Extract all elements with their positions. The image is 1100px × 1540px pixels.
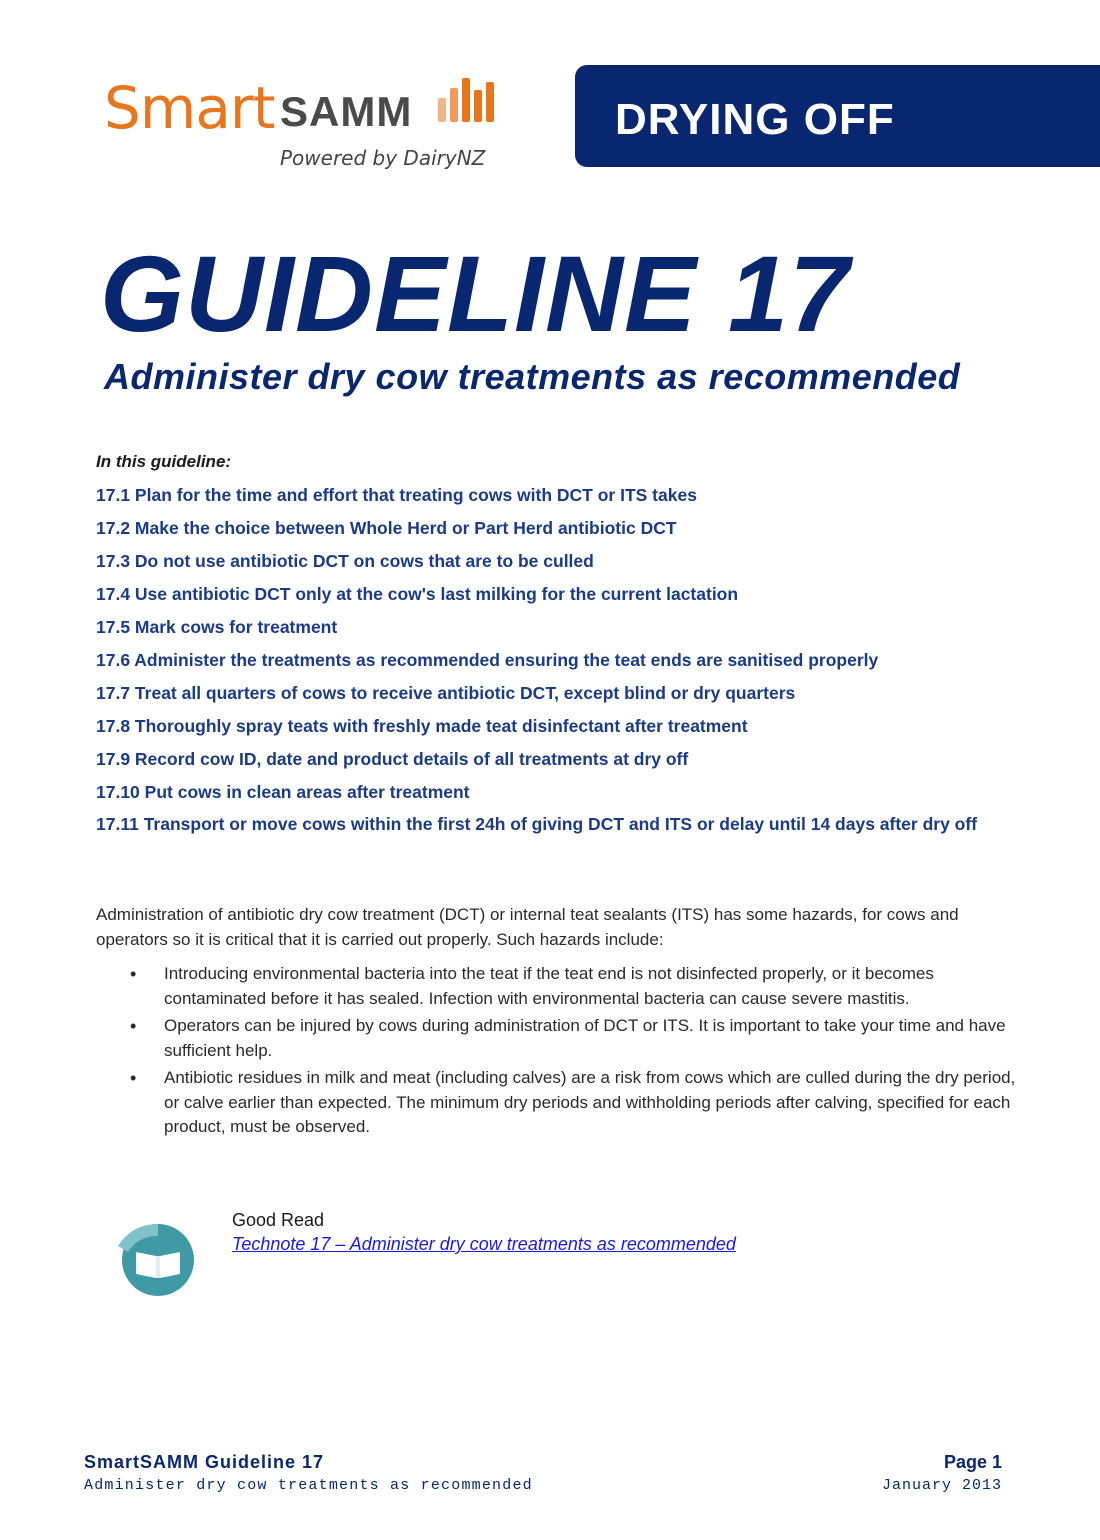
guideline-contents (96, 452, 996, 846)
logo-bars-icon (438, 76, 508, 136)
page-title: GUIDELINE 17 (100, 233, 851, 354)
logo-samm-text: SAMM (280, 88, 413, 135)
toc-heading: In this guideline: (96, 452, 232, 471)
hazard-text: Antibiotic residues in milk and meat (including calves) are a risk from cows which are culled during the dry period, or calve earlier than expected. The minimum dry periods and withholding periods after calving, specified for each product, must be observed. (164, 1068, 1016, 1136)
footer-title: SmartSAMM Guideline 17 (84, 1452, 325, 1472)
hazard-list (96, 962, 1016, 1143)
toc-item[interactable]: 17.8 Thoroughly spray teats with freshly made teat disinfectant after treatment (96, 716, 748, 736)
logo-powered-by: Powered by DairyNZ (280, 146, 486, 170)
intro-paragraph: Administration of antibiotic dry cow treatment (DCT) or internal teat sealants (ITS) has some hazards, for cows and operators so it is critical that it is carried out properly. Such hazards include: (96, 905, 959, 949)
good-read-label: Good Read (232, 1210, 325, 1230)
toc-item[interactable]: 17.5 Mark cows for treatment (96, 617, 338, 637)
good-read-callout (114, 1210, 814, 1300)
footer-subtitle: Administer dry cow treatments as recommended (84, 1477, 533, 1494)
toc-item[interactable]: 17.4 Use antibiotic DCT only at the cow's last milking for the current lactation (96, 584, 739, 604)
toc-item[interactable]: 17.2 Make the choice between Whole Herd or Part Herd antibiotic DCT (96, 518, 677, 538)
smartsamm-logo (104, 70, 524, 180)
toc-item[interactable]: 17.10 Put cows in clean areas after treatment (96, 782, 470, 802)
technote-link[interactable]: Technote 17 – Administer dry cow treatments as recommended (232, 1234, 736, 1254)
hazard-item (96, 1066, 1016, 1140)
page-subtitle: Administer dry cow treatments as recommended (104, 356, 961, 397)
bullet-icon: • (130, 1068, 137, 1088)
footer-left (84, 1452, 533, 1494)
section-banner (575, 65, 1100, 167)
hazard-item (96, 962, 1016, 1011)
page-number: Page 1 (943, 1452, 1002, 1472)
book-icon (114, 1216, 198, 1300)
section-banner-label: DRYING OFF (615, 95, 895, 144)
toc-item[interactable]: 17.7 Treat all quarters of cows to receive antibiotic DCT, except blind or dry quarters (96, 683, 796, 703)
toc-item[interactable]: 17.6 Administer the treatments as recommended ensuring the teat ends are sanitised properly (96, 650, 879, 670)
toc-item[interactable]: 17.9 Record cow ID, date and product details of all treatments at dry off (96, 749, 689, 769)
hazard-text: Introducing environmental bacteria into the teat if the teat end is not disinfected properly, or it becomes contaminated before it has sealed. Infection with environmental bacteria can cause severe mastitis. (164, 964, 934, 1008)
hazard-text: Operators can be injured by cows during administration of DCT or ITS. It is important to take your time and have sufficient help. (164, 1016, 1006, 1060)
hazard-item (96, 1014, 1016, 1063)
toc-item[interactable]: 17.1 Plan for the time and effort that treating cows with DCT or ITS takes (96, 485, 697, 505)
bullet-icon: • (130, 964, 137, 984)
toc-list (96, 484, 996, 835)
footer-right (882, 1452, 1002, 1494)
footer-date: January 2013 (881, 1477, 1002, 1494)
toc-item[interactable]: 17.11 Transport or move cows within the first 24h of giving DCT and ITS or delay until 14 days after dry off (96, 814, 978, 834)
bullet-icon: • (130, 1016, 137, 1036)
logo-smart-text: Smart (104, 74, 275, 142)
toc-item[interactable]: 17.3 Do not use antibiotic DCT on cows that are to be culled (96, 551, 594, 571)
